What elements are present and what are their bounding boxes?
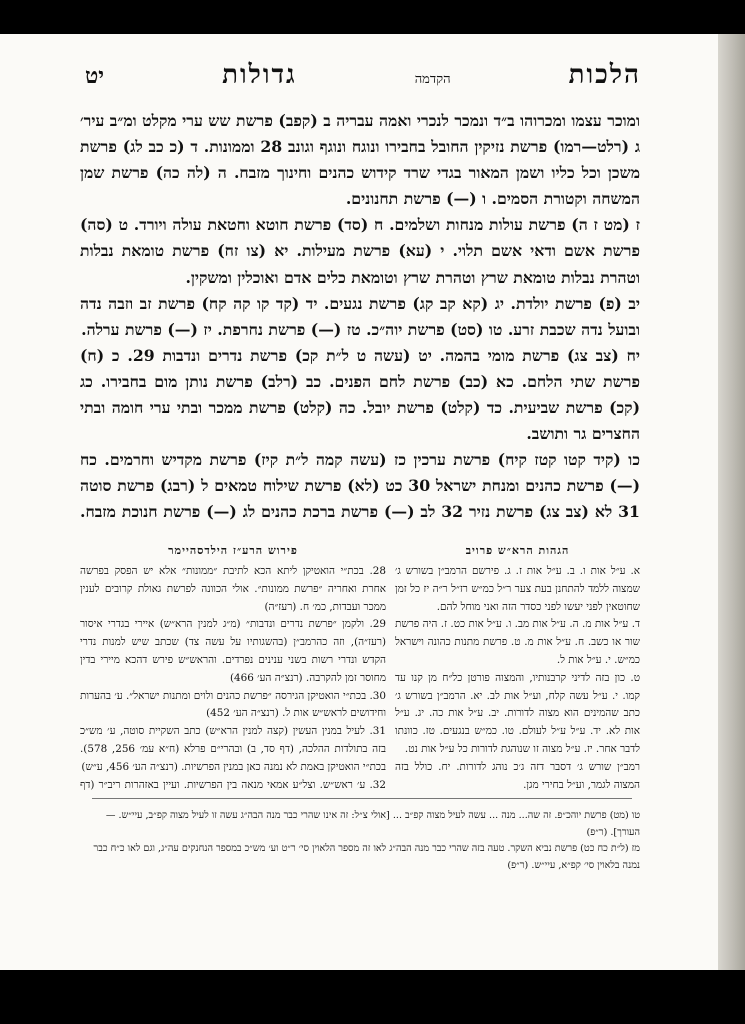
note-item: 30. בכת״י הואטיקן הגירסה ״פרשת כהנים ולוים ומתנות ישראל״. ע׳ בהערות וחידושים לראש״ש אות ל. (רנצ״ה הע׳ 452) [80, 689, 386, 720]
note-item: 29. ולקמן ״פרשת נדרים ונדבות״ (מ״ג למנין הרא״ש) איירי בגדרי איסור (רעז״ה), וזה כהרמב״ן (בהשגותיו על עשה צד) שכתב שיש למנות נדרי הקדש ונדרי רשות בשני ענינים נפרדים. והראש״ש פירש דהכא מיירי בדין מחוסר זמן להקרבה. (רנצ״ה הע׳ 466) [80, 618, 386, 684]
footnote: מז (ל״ת כח כט) פרשת נביא השקר. טעה בזה שהרי כבר מנה הבה״ג לאו זה מספר הלאוין סי׳ ר״ט וע׳ מש״כ במספר הנחנקים עה״ג, וגם לאו כ״ח כבר נמנה בלאוין סי׳ קפ״א, עיי״ש. (ר״פ) [93, 843, 640, 871]
note-item: 31. לעיל במנין העשין (קצה למנין הרא״ש) כתב השקיית סוטה, ע׳ מש״כ בזה בתולדות ההלכה, (דף סד, ב) ובהרי״ם פרלא (ח״א עמ׳ 256, 578). בכת״י הואטיקן באמת לא נמנה כאן במנין הפרשיות. (רנצ״ה הע׳ 456, ע״ש) [80, 725, 386, 773]
main-paragraph: ומוכר עצמו ומכרוהו ב״ד ונמכר לנכרי ואמה עבריה ב (קפב) פרשת שש ערי מקלט ומ״ב עיר׳ ג (רלט—רמו) פרשת נזיקין החובל בחבירו ונוגח ונוגף וגונב 28 וממונות. ד (כ כב לג) פרשת משכן וכל כליו ושמן המאור בגדי שרד קידוש כהנים וחינוך מזבח. ה (לה כה) פרשת שמן המשחה וקטורת הסמים. ו (—) פרשת תחנונים. [80, 111, 640, 209]
main-paragraph: יב (פ) פרשת יולדת. יג (קא קב קג) פרשת נגעים. יד (קד קו קה קח) פרשת זב וזבה נדה ובועל נדה שכבת זרע. טו (סט) פרשת יוה״כ. טז (—) פרשת נחרפת. יז (—) פרשת ערלה. [80, 293, 640, 339]
notes-left-column [80, 544, 386, 794]
note-item: רמב״ן שורש ג׳ דסבר דזה ג׳כ נוהג לדורות. יח. כולל בזה המצוה לגמר, וע״ל בחירי מגן. [395, 760, 640, 791]
notes-right-column [395, 544, 640, 794]
main-paragraph: ז (מט ז ה) פרשת עולות מנחות ושלמים. ח (סד) פרשת חוטא וחטאת עולה ויורד. ט (סה) פרשת אשם ודאי אשם תלוי. י (עא) פרשת מעילות. יא (צו זח) פרשת טומאת נבלות וטהרת נבלות טומאת שרץ וטהרת שרץ וטומאת כלים אדם ואוכלין ומשקין. [80, 215, 640, 287]
main-paragraph: יח (צב צג) פרשת מומי בהמה. יט (עשה ט ל״ת קכ) פרשת נדרים ונדבות 29. כ (ח) פרשת שתי הלחם. כא (כב) פרשת לחם הפנים. כב (רלב) פרשת נותן מום בחבירו. כג (קכ) פרשת שביעית. כד (קלט) פרשת יובל. כה (קלט) פרשת ממכר ובתי ערי חומה ובתי החצרים גר ותושב. [80, 345, 640, 444]
note-item: א. ע״ל אות ו. ב. ע״ל אות ז. ג. פירשם הרמב״ן בשורש ג׳ שמצוה ללמד להתחנן בעת צער ר״ל כמ״ש רז״ל ר״ה יז כל זמן שחוטאין לפני יעשו לפני כסדר הזה ואני מוחל להם. [395, 565, 640, 613]
header-section: הקדמה [414, 72, 451, 87]
page-number: יט [85, 63, 105, 89]
notes-right-heading: הגהות הרא״ש פרויב [465, 544, 570, 557]
header-title-left: גדולות [222, 60, 297, 90]
footnotes [80, 808, 640, 874]
note-item: 28. בכת״י הואטיקן ליתא הכא לתיבת ״ממונות״ אלא יש הפסק בפרשה אחרת ואחריה ״פרשת ממונות״. אולי הכוונה לפרשת גאולת קרובים לענין ממכר ועבדות, כמ׳ ח. (רעז״ה) [80, 565, 386, 613]
note-item: ד. ע״ל אות מ. ה. ע״ל אות מב. ו. ע״ל אות כט. ז. היה פרשת שור או כשב. ח. ע״ל אות מ. ט. פרשת מתנות כהונה וישראל כמ״ש. י. ע״ל אות ל. [395, 618, 640, 666]
page-edge [718, 34, 745, 970]
footnote-divider [92, 798, 632, 799]
running-header [85, 60, 641, 96]
header-title-right: הלכות [568, 60, 641, 90]
note-item: ט. כון בזה לדיני קרבנותיו, והמצוה פורטן כל״ח מן קנו עד קמו. י. ע״ל עשה קלח, וע״ל אות לב. יא. הרמב״ן בשורש ג׳ כתב שהמינים הוא מצוה לדורות. יב. ע״ל אות כה. יג. ע״ל אות לא. יד. ע״ל ע״ל לעולם. טו. כמ״ש בנגעים. טז. כוונתו לדבר אחר. יז. ע״ל מצוה זו שנוהגת לדורות כל ע״ל אות נט. [395, 671, 640, 755]
note-item: 32. ע׳ ראש״ש. וצל״ע אמאי מנאה בין הפרשיות. ועיין באזהרות ריב״ר (דף [80, 778, 386, 791]
main-paragraph: כו (קיד קטו קטז קיח) פרשת ערכין כז (עשה קמה ל״ת קיז) פרשת מקדיש וחרמים. כח (—) פרשת כהנים ומנחת ישראל 30 כט (לא) פרשת שילוח טמאים ל (רבג) פרשת סוטה 31 לא (צב צג) פרשת נזיר 32 לב (—) פרשת ברכת כהנים לג (—) פרשת חנוכת מזבח. [80, 450, 640, 522]
main-text [80, 108, 640, 528]
footnote: טו (מט) פרשת יוהכ״פ. זה שה... מנה ... עשה לעיל מצוה קפ״ב ... [אולי צ״ל: זה אינו שהרי כבר מנה הבה״ג עשה זו לעיל מצוה קפ״ב, עיי״ש. — העורך]. (ר״פ) [105, 810, 640, 838]
notes-left-heading: פירוש הרע״ז הילדסהיימר [168, 544, 298, 557]
